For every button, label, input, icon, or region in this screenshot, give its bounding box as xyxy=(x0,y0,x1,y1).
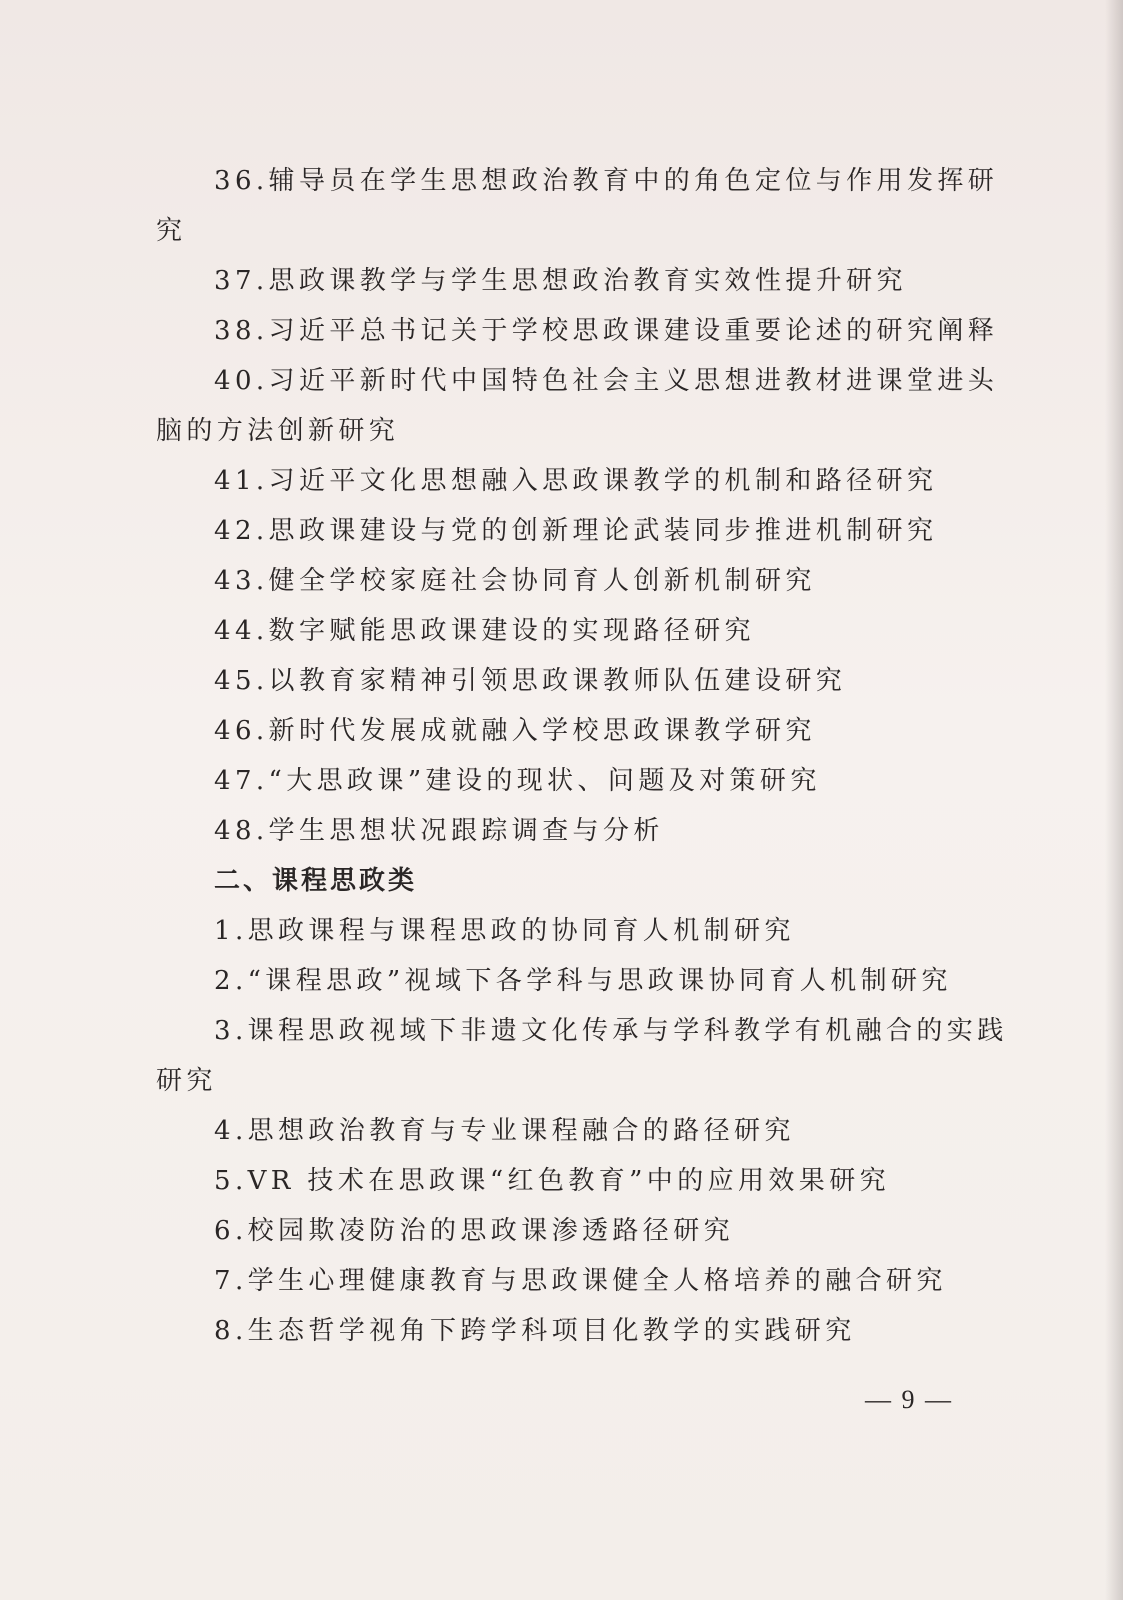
page-edge-shadow xyxy=(1105,0,1123,1600)
list-item: 45.以教育家精神引领思政课教师队伍建设研究 xyxy=(214,666,847,696)
list-item: 40.习近平新时代中国特色社会主义思想进教材进课堂进头 脑的方法创新研究 xyxy=(156,366,999,446)
list-item: 38.习近平总书记关于学校思政课建设重要论述的研究阐释 xyxy=(214,316,999,346)
list-item: 41.习近平文化思想融入思政课教学的机制和路径研究 xyxy=(214,466,938,496)
list-item: 6.校园欺凌防治的思政课渗透路径研究 xyxy=(214,1216,735,1246)
list-item: 47.“大思政课”建设的现状、问题及对策研究 xyxy=(214,766,821,796)
list-item: 48.学生思想状况跟踪调查与分析 xyxy=(214,816,664,846)
list-item: 5.VR 技术在思政课“红色教育”中的应用效果研究 xyxy=(214,1166,891,1196)
list-item: 7.学生心理健康教育与思政课健全人格培养的融合研究 xyxy=(214,1266,947,1296)
page-number: — 9 — xyxy=(865,1385,953,1414)
list-item: 46.新时代发展成就融入学校思政课教学研究 xyxy=(214,716,816,746)
document-body xyxy=(156,156,1008,1356)
section-heading: 二、课程思政类 xyxy=(214,866,418,896)
list-item: 44.数字赋能思政课建设的实现路径研究 xyxy=(214,616,755,646)
list-item: 43.健全学校家庭社会协同育人创新机制研究 xyxy=(214,566,816,596)
list-item: 8.生态哲学视角下跨学科项目化教学的实践研究 xyxy=(214,1316,856,1346)
list-item: 4.思想政治教育与专业课程融合的路径研究 xyxy=(214,1116,795,1146)
list-item: 36.辅导员在学生思想政治教育中的角色定位与作用发挥研 究 xyxy=(156,166,999,246)
list-item: 42.思政课建设与党的创新理论武装同步推进机制研究 xyxy=(214,516,938,546)
list-item: 37.思政课教学与学生思想政治教育实效性提升研究 xyxy=(214,266,907,296)
list-item: 3.课程思政视域下非遗文化传承与学科教学有机融合的实践 研究 xyxy=(156,1016,1008,1096)
list-item: 1.思政课程与课程思政的协同育人机制研究 xyxy=(214,916,795,946)
list-item: 2.“课程思政”视域下各学科与思政课协同育人机制研究 xyxy=(214,966,952,996)
